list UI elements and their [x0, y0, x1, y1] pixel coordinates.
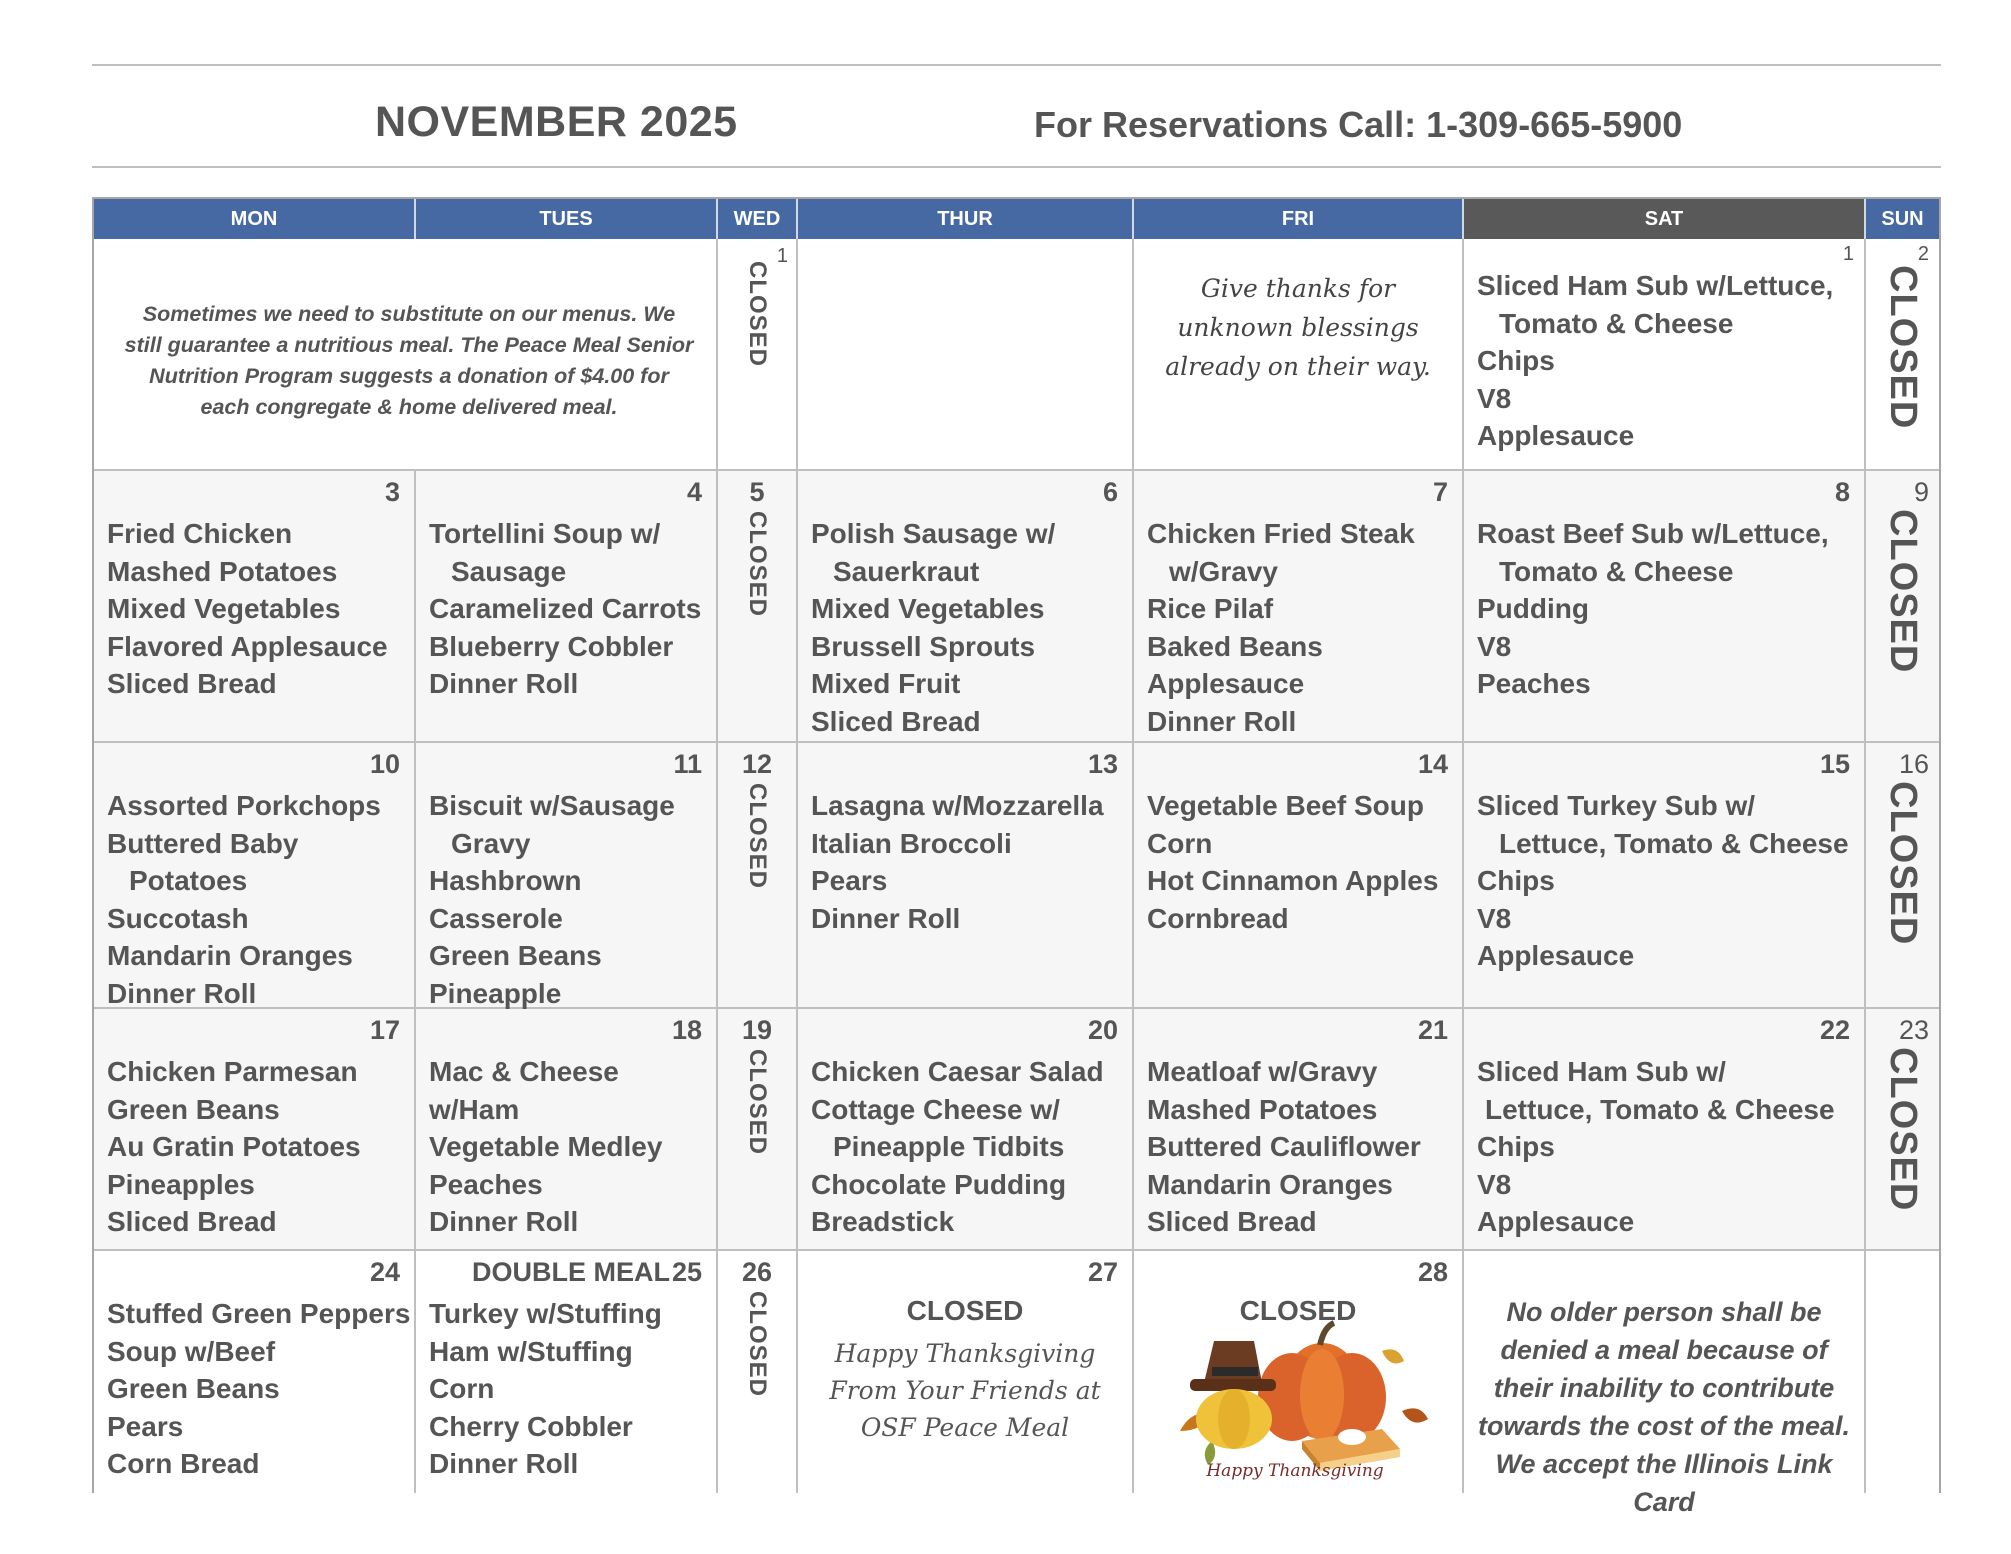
- menu-item: Tomato & Cheese: [1499, 307, 1734, 339]
- menu-item: Mac & Cheese: [429, 1056, 619, 1087]
- day-cell-10: [94, 743, 416, 1009]
- menu-item: Meatloaf w/Gravy: [1147, 1056, 1378, 1087]
- menu-item: w/Gravy: [1169, 555, 1278, 587]
- quote-line: Give thanks for: [1200, 274, 1396, 303]
- menu-item: Turkey w/Stuffing: [429, 1298, 662, 1329]
- menu-list: [429, 515, 701, 703]
- menu-item: Mandarin Oranges: [1147, 1168, 1393, 1200]
- menu-item: Sliced Bread: [107, 668, 277, 699]
- menu-item: Baked Beans: [1147, 630, 1323, 662]
- menu-item: Tortellini Soup w/: [429, 518, 661, 549]
- day-cell-15: [1464, 743, 1866, 1009]
- day-cell-17: [94, 1009, 416, 1251]
- closed-label: CLOSED: [1882, 509, 1924, 674]
- menu-item: Tomato & Cheese: [1499, 555, 1734, 587]
- thanks-quote: [1134, 269, 1462, 386]
- day-cell-20: [798, 1009, 1134, 1251]
- menu-item: Potatoes: [129, 865, 248, 896]
- menu-item: Corn: [429, 1373, 495, 1404]
- menu-list: [107, 787, 381, 1012]
- closed-label: CLOSED: [744, 261, 771, 368]
- closed-label: CLOSED: [1882, 1047, 1924, 1212]
- menu-list: [1477, 515, 1829, 703]
- menu-item: Dinner Roll: [429, 1206, 579, 1237]
- intro-note-cell: [94, 239, 718, 471]
- menu-item: Applesauce: [1477, 420, 1635, 451]
- menu-item: V8: [1477, 630, 1512, 662]
- menu-item: Mandarin Oranges: [107, 940, 353, 971]
- day-number: 23: [1898, 1015, 1929, 1045]
- message-line: OSF Peace Meal: [860, 1413, 1070, 1442]
- day-cell-13: [798, 743, 1134, 1009]
- menu-list: [429, 1295, 662, 1483]
- menu-item: Green Beans: [429, 940, 602, 971]
- menu-item: Sausage: [451, 555, 567, 587]
- day-number: 17: [369, 1015, 400, 1045]
- menu-item: Dinner Roll: [1147, 705, 1297, 737]
- menu-item: Lasagna w/Mozzarella: [811, 790, 1104, 821]
- menu-item: Chicken Caesar Salad: [811, 1056, 1104, 1087]
- menu-item: Cornbread: [1147, 902, 1289, 934]
- day-header-tue: TUES: [416, 199, 718, 239]
- art-caption: Happy Thanksgiving: [1206, 1461, 1384, 1481]
- menu-item: Applesauce: [1477, 940, 1635, 971]
- menu-list: [1147, 1053, 1421, 1241]
- closed-label: CLOSED: [744, 511, 771, 618]
- day-cell-12: [718, 743, 798, 1009]
- day-number: 16: [1898, 749, 1929, 779]
- day-number: 2: [1917, 243, 1929, 265]
- menu-item: Roast Beef Sub w/Lettuce,: [1477, 518, 1829, 549]
- day-cell-5: [718, 471, 798, 743]
- day-header-wed: WED: [718, 199, 798, 239]
- header-divider: [92, 166, 1941, 168]
- menu-item: Applesauce: [1147, 668, 1305, 699]
- day-cell-1: [718, 239, 798, 471]
- top-divider: [92, 64, 1941, 66]
- menu-list: [811, 787, 1104, 937]
- menu-item: Mashed Potatoes: [107, 555, 338, 587]
- day-cell-16: [1866, 743, 1939, 1009]
- menu-item: Dinner Roll: [429, 1448, 579, 1479]
- day-number: 14: [1417, 749, 1448, 779]
- menu-list: [1477, 1053, 1835, 1241]
- menu-list: [1147, 515, 1415, 740]
- day-number: 8: [1834, 477, 1850, 507]
- closed-label: CLOSED: [744, 783, 771, 890]
- empty-cell: [798, 239, 1134, 471]
- day-number: 28: [1417, 1257, 1448, 1287]
- quote-line: already on their way.: [1165, 352, 1431, 381]
- day-number: 3: [384, 477, 400, 507]
- menu-item: Mixed Vegetables: [107, 593, 341, 624]
- menu-item: V8: [1477, 382, 1512, 414]
- menu-item: Chips: [1477, 1131, 1555, 1162]
- day-cell-27: [798, 1251, 1134, 1493]
- menu-list: [107, 1295, 410, 1483]
- day-cell-26: [718, 1251, 798, 1493]
- menu-item: Sliced Bread: [811, 705, 981, 737]
- day-number: 5: [749, 477, 765, 507]
- day-number: 25: [671, 1257, 702, 1287]
- menu-item: Hashbrown: [429, 865, 582, 896]
- menu-item: Chocolate Pudding: [811, 1168, 1067, 1200]
- menu-list: [107, 1053, 361, 1241]
- menu-item: Chicken Fried Steak: [1147, 518, 1415, 549]
- menu-item: Cottage Cheese w/: [811, 1093, 1060, 1125]
- menu-item: Dinner Roll: [107, 977, 257, 1009]
- menu-item: Sauerkraut: [833, 555, 980, 587]
- closed-label: CLOSED: [1882, 265, 1924, 430]
- day-number: 19: [741, 1015, 773, 1045]
- message-line: Happy Thanksgiving: [834, 1339, 1096, 1368]
- menu-item: Lettuce, Tomato & Cheese: [1485, 1093, 1835, 1125]
- menu-item: Breadstick: [811, 1206, 955, 1237]
- day-number: 13: [1087, 749, 1118, 779]
- menu-item: Peaches: [429, 1168, 543, 1200]
- day-number: 1: [1842, 243, 1854, 265]
- day-cell-14: [1134, 743, 1464, 1009]
- menu-item: Applesauce: [1477, 1206, 1635, 1237]
- reservations-phone: For Reservations Call: 1-309-665-5900: [1034, 104, 1683, 145]
- day-number: 10: [369, 749, 400, 779]
- menu-item: Biscuit w/Sausage: [429, 790, 675, 821]
- meal-policy-note: No older person shall be denied a meal because of their inability to contribute towards the cost of the meal. We accept the Illinois Link Card: [1477, 1297, 1851, 1517]
- menu-item: Sliced Ham Sub w/: [1477, 1056, 1726, 1087]
- day-number: 15: [1819, 749, 1850, 779]
- day-cell-6: [798, 471, 1134, 743]
- message-line: From Your Friends at: [829, 1376, 1101, 1405]
- menu-item: Blueberry Cobbler: [429, 630, 674, 662]
- menu-item: Chips: [1477, 345, 1555, 376]
- day-cell-24: [94, 1251, 416, 1493]
- menu-item: Cherry Cobbler: [429, 1410, 633, 1442]
- menu-item: Pears: [107, 1410, 184, 1442]
- day-cell-9: [1866, 471, 1939, 743]
- menu-item: Sliced Ham Sub w/Lettuce,: [1477, 270, 1834, 301]
- menu-item: Corn: [1147, 827, 1213, 859]
- day-number: 22: [1819, 1015, 1850, 1045]
- menu-list: [1477, 787, 1849, 975]
- page-title: NOVEMBER 2025: [375, 98, 738, 146]
- quote-line: unknown blessings: [1177, 313, 1419, 342]
- day-cell-7: [1134, 471, 1464, 743]
- menu-list: [107, 515, 388, 703]
- day-cell-3: [94, 471, 416, 743]
- menu-item: V8: [1477, 902, 1512, 934]
- day-number: 26: [741, 1257, 773, 1287]
- menu-item: Green Beans: [107, 1093, 280, 1125]
- menu-item: Assorted Porkchops: [107, 790, 381, 821]
- menu-item: Dinner Roll: [811, 902, 961, 934]
- menu-list: [429, 787, 675, 1012]
- menu-item: Pears: [811, 865, 888, 896]
- menu-item: Brussell Sprouts: [811, 630, 1036, 662]
- menu-item: Sliced Bread: [107, 1206, 277, 1237]
- day-header-fri: FRI: [1134, 199, 1464, 239]
- menu-item: Sliced Turkey Sub w/: [1477, 790, 1756, 821]
- menu-item: Buttered Cauliflower: [1147, 1131, 1421, 1162]
- menu-list: [1147, 787, 1438, 937]
- menu-item: Dinner Roll: [429, 668, 579, 699]
- menu-item: Polish Sausage w/: [811, 518, 1056, 549]
- day-number: 4: [686, 477, 702, 507]
- menu-item: Peaches: [1477, 668, 1591, 699]
- menu-item: Casserole: [429, 902, 563, 934]
- menu-item: Pudding: [1477, 593, 1589, 624]
- day-number: 12: [741, 749, 773, 779]
- menu-item: Vegetable Medley: [429, 1131, 663, 1162]
- menu-item: Italian Broccoli: [811, 827, 1012, 859]
- day-number: 9: [1913, 477, 1929, 507]
- closed-label: CLOSED: [1239, 1295, 1357, 1326]
- menu-item: Succotash: [107, 902, 249, 934]
- thanksgiving-message: [798, 1335, 1132, 1446]
- day-cell-25: [416, 1251, 718, 1493]
- menu-item: Pineapples: [107, 1168, 255, 1200]
- day-cell-22: [1464, 1009, 1866, 1251]
- menu-item: Mixed Fruit: [811, 668, 961, 699]
- menu-item: Mixed Vegetables: [811, 593, 1045, 624]
- day-number: 27: [1087, 1257, 1118, 1287]
- quote-cell: [1134, 239, 1464, 471]
- day-number: 20: [1087, 1015, 1118, 1045]
- day-cell-23: [1866, 1009, 1939, 1251]
- menu-item: Ham w/Stuffing: [429, 1335, 633, 1367]
- closed-label: CLOSED: [744, 1049, 771, 1156]
- menu-item: Caramelized Carrots: [429, 593, 702, 624]
- day-number: 24: [369, 1257, 400, 1287]
- menu-item: Soup w/Beef: [107, 1335, 276, 1367]
- day-number: 6: [1102, 477, 1118, 507]
- day-number: 18: [671, 1015, 702, 1045]
- day-cell-28: [1134, 1251, 1464, 1493]
- menu-item: Hot Cinnamon Apples: [1147, 865, 1439, 896]
- menu-item: Chips: [1477, 865, 1555, 896]
- day-cell-8: [1464, 471, 1866, 743]
- menu-item: Flavored Applesauce: [107, 630, 388, 662]
- menu-item: Gravy: [451, 827, 531, 859]
- menu-item: Mashed Potatoes: [1147, 1093, 1378, 1125]
- day-cell-2: [1866, 239, 1939, 471]
- day-header-mon: MON: [94, 199, 416, 239]
- day-number: 1: [776, 245, 788, 267]
- menu-item: Chicken Parmesan: [107, 1056, 358, 1087]
- day-header-sat: SAT: [1464, 199, 1866, 239]
- menu-item: w/Ham: [429, 1093, 520, 1125]
- menu-item: Buttered Baby: [107, 827, 299, 859]
- closed-label: CLOSED: [906, 1295, 1024, 1326]
- menu-item: Fried Chicken: [107, 518, 293, 549]
- menu-list: [811, 1053, 1104, 1241]
- menu-item: Pineapple: [429, 977, 562, 1009]
- day-cell-18: [416, 1009, 718, 1251]
- empty-cell: [1866, 1251, 1939, 1493]
- menu-item: Green Beans: [107, 1373, 280, 1404]
- menu-item: Lettuce, Tomato & Cheese: [1499, 827, 1849, 859]
- substitution-note: Sometimes we need to substitute on our menus. We still guarantee a nutritious meal. The Peace Meal Senior Nutrition Program suggests a donation of $4.00 for each congregate & home delivered meal.: [124, 302, 694, 419]
- day-number: 21: [1417, 1015, 1448, 1045]
- double-meal-label: DOUBLE MEAL: [472, 1257, 670, 1287]
- menu-item: Vegetable Beef Soup: [1147, 790, 1424, 821]
- menu-list: [811, 515, 1055, 740]
- menu-item: V8: [1477, 1168, 1512, 1200]
- closed-label: CLOSED: [744, 1291, 771, 1398]
- menu-list: [429, 1053, 662, 1241]
- day-header-sun: SUN: [1866, 199, 1939, 239]
- day-cell-21: [1134, 1009, 1464, 1251]
- day-cell-11: [416, 743, 718, 1009]
- menu-item: Sliced Bread: [1147, 1206, 1317, 1237]
- menu-item: Corn Bread: [107, 1448, 260, 1479]
- policy-cell: [1464, 1251, 1866, 1517]
- day-cell-sat-1: [1464, 239, 1866, 471]
- day-number: 7: [1432, 477, 1448, 507]
- menu-item: Pineapple Tidbits: [833, 1131, 1065, 1162]
- day-number: 11: [673, 749, 702, 779]
- menu-item: Rice Pilaf: [1147, 593, 1274, 624]
- closed-label: CLOSED: [1882, 781, 1924, 946]
- menu-calendar: [92, 197, 1941, 1517]
- day-cell-4: [416, 471, 718, 743]
- day-header-thu: THUR: [798, 199, 1134, 239]
- menu-item: Stuffed Green Peppers: [107, 1298, 411, 1329]
- day-cell-19: [718, 1009, 798, 1251]
- menu-item: Au Gratin Potatoes: [107, 1131, 361, 1162]
- menu-list: [1477, 267, 1833, 455]
